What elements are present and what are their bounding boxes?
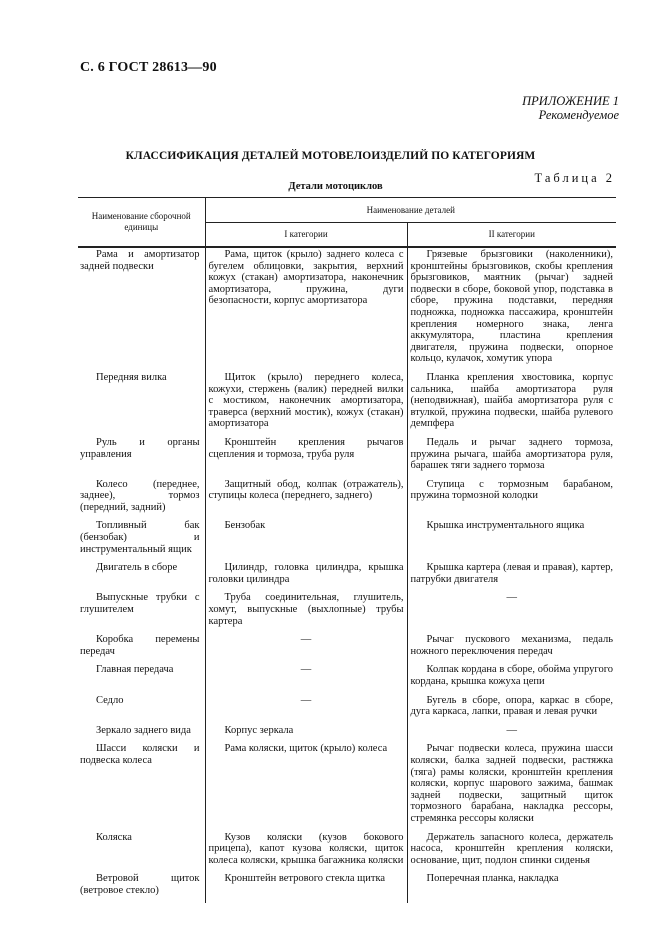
header-unit-name: Наименование сборочной единицы (78, 198, 205, 248)
table-row (78, 694, 616, 724)
table-subtitle: Детали мотоциклов (288, 181, 383, 192)
table-row (78, 561, 616, 591)
cell-category-1: Рама коляски, щиток (крыло) колеса (205, 742, 407, 830)
cell-category-2: Держатель запасного колеса, держатель насоса, кронштейн крепления коляски, основание, щит, подлон спинки сиденья (410, 831, 613, 866)
cell-assembly-unit: Зеркало заднего вида (78, 724, 205, 743)
cell-assembly-unit: Коробка перемены передач (78, 633, 205, 663)
table-row (78, 663, 616, 693)
cell-category-1: Рама, щиток (крыло) заднего колеса с бугелем облицовки, закрытия, верхний кожух (стакан) амортизатора, наконечник амортизатора, пружина, дуги безопасности, корпус амортизатора (205, 247, 407, 371)
cell-assembly-unit: Ветровой щиток (ветровое стекло) (78, 872, 205, 902)
cell-assembly-unit: Руль и органы управления (78, 436, 205, 478)
cell-category-1: Кронштейн ветрового стекла щитка (205, 872, 407, 902)
cell-category-1: — (205, 633, 407, 663)
page-header: С. 6 ГОСТ 28613—90 (80, 60, 217, 75)
cell-assembly-unit: Седло (78, 694, 205, 724)
cell-category-2: — (506, 592, 517, 604)
cell-category-1: Кронштейн крепления рычагов сцепления и тормоза, труба руля (205, 436, 407, 478)
cell-category-1: Щиток (крыло) переднего колеса, кожухи, стержень (валик) передней вилки с мостиком, наконечник амортизатора, траверса (верхний мостик), кожух (стакан) амортизатора (205, 371, 407, 436)
cell-assembly-unit: Топливный бак (бензобак) и инструментальный ящик (78, 519, 205, 561)
table-row (78, 519, 616, 561)
cell-category-1: Кузов коляски (кузов бокового прицепа), капот кузова коляски, щиток колеса коляски, крышка багажника коляски (205, 831, 407, 873)
cell-category-2: Бугель в сборе, опора, каркас в сборе, дуга каркаса, лапки, правая и левая ручки (410, 694, 613, 718)
classification-table (78, 197, 616, 903)
cell-category-2: Рычаг пускового механизма, педаль ножного переключения передач (410, 634, 613, 657)
table-row (78, 247, 616, 371)
header-category-1: I категории (205, 223, 407, 248)
cell-assembly-unit: Передняя вилка (78, 371, 205, 436)
cell-category-2: Крышка картера (левая и правая), картер, патрубки двигателя (410, 562, 613, 585)
table-row (78, 724, 616, 743)
cell-category-1: Труба соединительная, глушитель, хомут, выпускные (выхлопные) трубы картера (205, 591, 407, 633)
table-row (78, 831, 616, 873)
appendix-title: ПРИЛОЖЕНИЕ 1 (522, 94, 619, 108)
cell-category-2: Педаль и рычаг заднего тормоза, пружина рычага, шайба амортизатора руля, барашек тяги заднего тормоза (410, 436, 613, 472)
cell-category-1: Бензобак (205, 519, 407, 561)
table-row (78, 591, 616, 633)
header-category-2: II категории (407, 223, 616, 248)
cell-category-1: Цилиндр, головка цилиндра, крышка головки цилиндра (205, 561, 407, 591)
cell-category-1: Защитный обод, колпак (отражатель), ступицы колеса (переднего, заднего) (205, 478, 407, 520)
cell-category-2: Рычаг подвески колеса, пружина шасси коляски, балка задней подвески, растяжка (тяга) рамы коляски, кронштейн крепления коляски, корпус шарового зажима, башмак задней подвески, защитный щиток тормозного барабана, накладка рессоры, стремянка рессоры коляски (410, 743, 613, 824)
cell-category-2: Планка крепления хвостовика, корпус сальника, шайба амортизатора руля (неподвижная), шайба амортизатора руля с втулкой, пружина подвески, шайба рулевого демпфера (410, 371, 613, 430)
cell-assembly-unit: Шасси коляски и подвеска колеса (78, 742, 205, 830)
cell-category-2: Поперечная планка, накладка (426, 873, 559, 885)
cell-category-1: — (205, 694, 407, 724)
cell-category-1: — (205, 663, 407, 693)
table-label: Таблица 2 (534, 171, 615, 185)
cell-assembly-unit: Рама и амортизатор задней подвески (78, 247, 205, 371)
table-row (78, 436, 616, 478)
table-row (78, 478, 616, 520)
appendix-subtitle: Рекомендуемое (538, 108, 619, 122)
cell-category-2: Крышка инструментального ящика (426, 520, 585, 532)
cell-category-2: Ступица с тормозным барабаном, пружина тормозной колодки (410, 478, 613, 502)
cell-category-2: Грязевые брызговики (наколенники), кронштейны брызговиков, скобы крепления брызговиков, маятник (рычаг) задней подвески в сборе, боковой упор, подставка в сборе, пружина подставки, передняя подножка, подножка пассажира, кронштейн крепления номерного знака, ленга аккумулятора, пластина крепления двигателя, пружина подвески, опорное кольцо, кулачок, хомутик упора (410, 249, 613, 365)
table-row (78, 633, 616, 663)
table-row (78, 371, 616, 436)
cell-category-1: Корпус зеркала (205, 724, 407, 743)
cell-category-2: Колпак кордана в сборе, обойма упругого кордана, крышка кожуха цепи (410, 664, 613, 687)
appendix-label (522, 94, 619, 122)
table-row (78, 742, 616, 830)
header-parts-name: Наименование деталей (205, 198, 616, 223)
cell-assembly-unit: Главная передача (78, 663, 205, 693)
cell-assembly-unit: Двигатель в сборе (78, 561, 205, 591)
cell-category-2: — (506, 724, 517, 736)
document-title: КЛАССИФИКАЦИЯ ДЕТАЛЕЙ МОТОВЕЛОИЗДЕЛИЙ ПО КАТЕГОРИЯМ (125, 150, 536, 162)
cell-assembly-unit: Колесо (переднее, заднее), тормоз (передний, задний) (78, 478, 205, 520)
cell-assembly-unit: Коляска (78, 831, 205, 873)
table-row (78, 872, 616, 902)
cell-assembly-unit: Выпускные трубки с глушителем (78, 591, 205, 633)
